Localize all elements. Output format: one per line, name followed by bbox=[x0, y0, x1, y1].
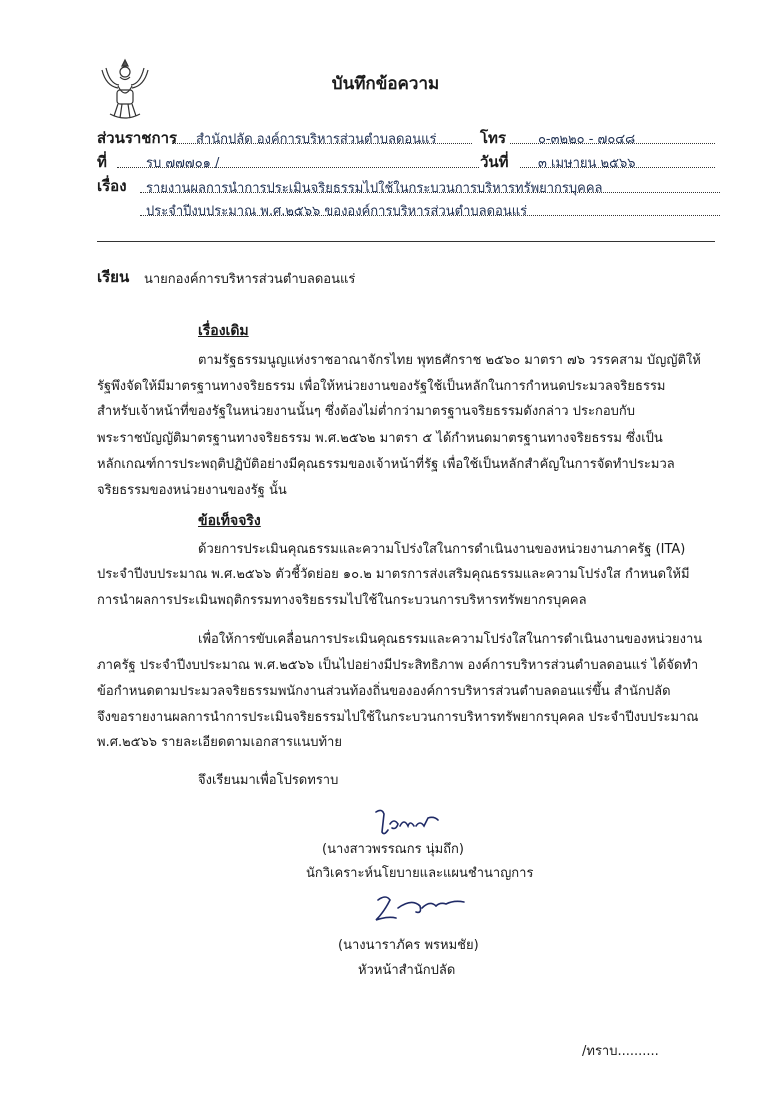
footer-note: /ทราบ.......... bbox=[582, 1044, 659, 1059]
facts-para2-line: พ.ศ.๒๕๖๖ รายละเอียดตามเอกสารแนบท้าย bbox=[97, 735, 342, 750]
agency-label: ส่วนราชการ bbox=[97, 129, 178, 147]
date-label: วันที่ bbox=[480, 153, 509, 171]
subject-line-1: รายงานผลการนำการประเมินจริยธรรมไปใช้ในกระบวนการบริหารทรัพยากรบุคคล bbox=[146, 181, 603, 196]
agency-value: สำนักปลัด องค์การบริหารส่วนตำบลดอนแร่ bbox=[196, 132, 437, 147]
background-line: หลักเกณฑ์การประพฤติปฏิบัติอย่างมีคุณธรรมของเจ้าหน้าที่รัฐ เพื่อใช้เป็นหลักสำคัญในการจัดทำประมวล bbox=[97, 457, 675, 472]
signer-1-position: นักวิเคราะห์นโยบายและแผนชำนาญการ bbox=[306, 866, 534, 881]
signer-2-position: หัวหน้าสำนักปลัด bbox=[358, 963, 456, 978]
header-divider bbox=[97, 241, 715, 242]
signer-1-name: (นางสาวพรรณกร นุ่มถึก) bbox=[322, 842, 464, 857]
facts-heading: ข้อเท็จจริง bbox=[198, 513, 261, 529]
ref-value: รบ ๗๗๗๐๑ / bbox=[146, 156, 220, 171]
background-line: จริยธรรมของหน่วยงานของรัฐ นั้น bbox=[97, 483, 287, 498]
closing-text: จึงเรียนมาเพื่อโปรดทราบ bbox=[198, 773, 339, 788]
background-line: รัฐพึงจัดให้มีมาตรฐานทางจริยธรรม เพื่อให้หน่วยงานของรัฐใช้เป็นหลักในการกำหนดประมวลจริยธรรม bbox=[97, 379, 666, 394]
signer-2-name: (นางนาราภัคร พรหมชัย) bbox=[338, 938, 479, 953]
memo-title: บันทึกข้อความ bbox=[331, 74, 440, 94]
background-line: ตามรัฐธรรมนูญแห่งราชอาณาจักรไทย พุทธศักราช ๒๕๖๐ มาตรา ๗๖ วรรคสาม บัญญัติให้ bbox=[198, 353, 701, 368]
facts-para2-line: เพื่อให้การขับเคลื่อนการประเมินคุณธรรมและความโปร่งใสในการดำเนินงานของหน่วยงาน bbox=[198, 632, 703, 647]
facts-para1-line: การนำผลการประเมินพฤติกรรมทางจริยธรรมไปใช้ในกระบวนการบริหารทรัพยากรบุคคล bbox=[97, 593, 587, 608]
signature-2-icon bbox=[372, 890, 472, 926]
facts-para2-line: ข้อกำหนดตามประมวลจริยธรรมพนักงานส่วนท้องถิ่นขององค์การบริหารส่วนตำบลดอนแร่ขึ้น สำนักปลัด bbox=[97, 684, 671, 699]
facts-para1-line: ด้วยการประเมินคุณธรรมและความโปร่งใสในการดำเนินงานของหน่วยงานภาครัฐ (ITA) bbox=[198, 542, 686, 557]
subject-label: เรื่อง bbox=[97, 177, 127, 195]
background-line: สำหรับเจ้าหน้าที่ของรัฐในหน่วยงานนั้นๆ ซึ่งต้องไม่ต่ำกว่ามาตรฐานจริยธรรมดังกล่าว ประกอบกับ bbox=[97, 404, 636, 419]
recipient-label: เรียน bbox=[97, 268, 130, 286]
signature-1-icon bbox=[372, 806, 442, 840]
recipient-value: นายกองค์การบริหารส่วนตำบลดอนแร่ bbox=[144, 272, 356, 287]
date-value: ๓ เมษายน ๒๕๖๖ bbox=[538, 156, 636, 171]
background-heading: เรื่องเดิม bbox=[198, 323, 249, 339]
phone-label: โทร bbox=[480, 129, 507, 147]
facts-para2-line: จึงขอรายงานผลการนำการประเมินจริยธรรมไปใช้ในกระบวนการบริหารทรัพยากรบุคคล ประจำปีงบประมาณ bbox=[97, 710, 699, 725]
facts-para1-line: ประจำปีงบประมาณ พ.ศ.๒๕๖๖ ตัวชี้วัดย่อย ๑๐.๒ มาตรการส่งเสริมคุณธรรมและความโปร่งใส กำหนดให้มี bbox=[97, 567, 690, 582]
phone-value: ๐-๓๒๒๐ - ๗๐๔๘ bbox=[538, 132, 636, 147]
subject-line-2: ประจำปีงบประมาณ พ.ศ.๒๕๖๖ ขององค์การบริหารส่วนตำบลดอนแร่ bbox=[146, 204, 528, 219]
facts-para2-line: ภาครัฐ ประจำปีงบประมาณ พ.ศ.๒๕๖๖ เป็นไปอย่างมีประสิทธิภาพ องค์การบริหารส่วนตำบลดอนแร่ ได้จัดทำ bbox=[97, 658, 699, 673]
background-line: พระราชบัญญัติมาตรฐานทางจริยธรรม พ.ศ.๒๕๖๒ มาตรา ๕ ได้กำหนดมาตรฐานทางจริยธรรม ซึ่งเป็น bbox=[97, 431, 663, 446]
ref-label: ที่ bbox=[97, 153, 107, 171]
